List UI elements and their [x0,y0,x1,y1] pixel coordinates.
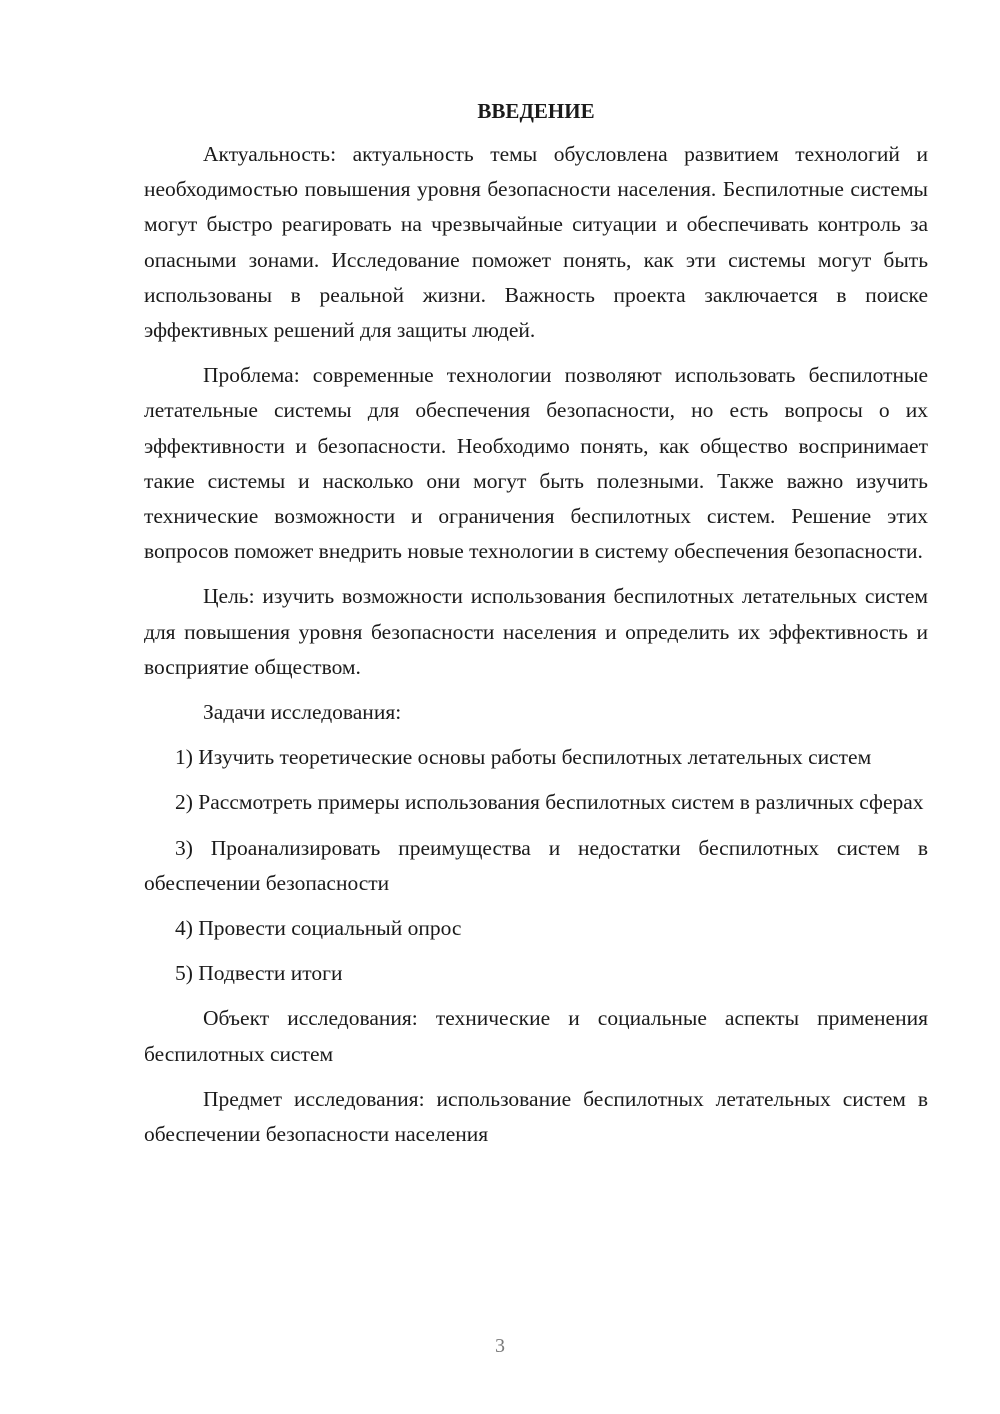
research-object-paragraph: Объект исследования: технические и социальные аспекты применения беспилотных систем [144,1006,928,1066]
task-item-2: 2) Рассмотреть примеры использования беспилотных систем в различных сферах [175,790,924,815]
page-content [144,95,928,1162]
task-item-3: 3) Проанализировать преимущества и недостатки беспилотных систем в обеспечении безопасности [144,835,928,895]
task-item-5: 5) Подвести итоги [175,961,343,986]
page-number: 3 [495,1335,505,1357]
relevance-paragraph: Актуальность: актуальность темы обусловлена развитием технологий и необходимостью повышения уровня безопасности населения. Беспилотные системы могут быстро реагировать на чрезвычайные ситуации и обеспечивать контроль за опасными зонами. Исследование поможет понять, как эти системы могут быть использованы в реальной жизни. Важность проекта заключается в поиске эффективных решений для защиты людей. [144,142,928,343]
task-item-4: 4) Провести социальный опрос [175,916,462,941]
tasks-heading: Задачи исследования: [203,700,402,725]
section-title: ВВЕДЕНИЕ [477,99,595,123]
problem-paragraph: Проблема: современные технологии позволяют использовать беспилотные летательные системы для обеспечения безопасности, но есть вопросы о их эффективности и безопасности. Необходимо понять, как общество воспринимает такие системы и насколько они могут быть полезными. Также важно изучить технические возможности и ограничения беспилотных систем. Решение этих вопросов поможет внедрить новые технологии в систему обеспечения безопасности. [144,363,928,564]
task-item-1: 1) Изучить теоретические основы работы беспилотных летательных систем [175,745,872,770]
goal-paragraph: Цель: изучить возможности использования беспилотных летательных систем для повышения уровня безопасности населения и определить их эффективность и восприятие обществом. [144,584,928,679]
research-subject-paragraph: Предмет исследования: использование беспилотных летательных систем в обеспечении безопасности населения [144,1086,928,1147]
